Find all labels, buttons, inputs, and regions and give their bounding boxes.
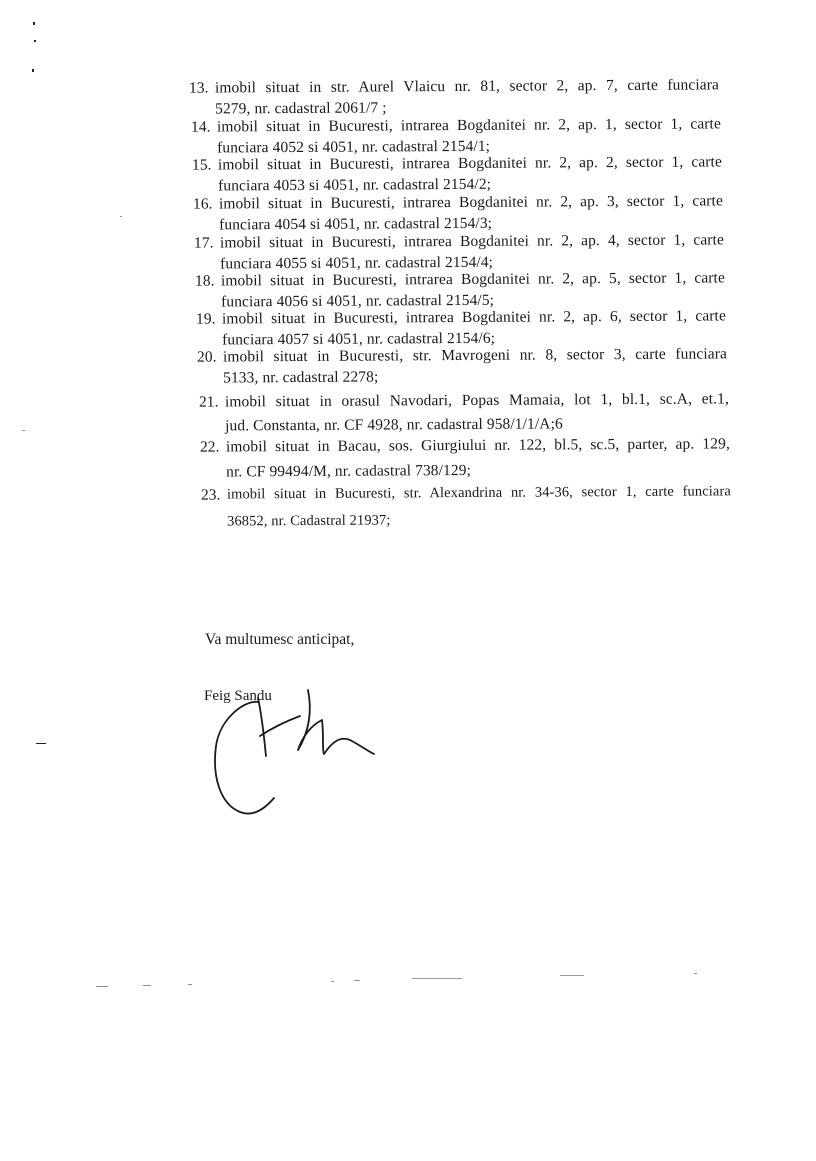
signature-scribble	[200, 680, 380, 820]
item-text-line-1: imobil situat in Bucuresti, intrarea Bogdanitei nr. 2, ap. 6, sector 1, carte	[221, 307, 726, 328]
item-text-line-2: 5279, nr. cadastral 2061/7 ;	[215, 99, 387, 118]
item-text-line-2: jud. Constanta, nr. CF 4928, nr. cadastral 958/1/1/A;6	[225, 415, 563, 435]
scan-speck	[32, 69, 34, 72]
list-item	[201, 478, 731, 535]
item-number: 16.	[192, 195, 213, 213]
item-text-line-1: imobil situat in Bucuresti, str. Mavrogeni nr. 8, sector 3, carte funciara	[222, 345, 727, 366]
item-number: 21.	[198, 393, 219, 411]
item-number: 17.	[193, 234, 214, 252]
item-text-line-1: imobil situat in Bucuresti, intrarea Bogdanitei nr. 2, ap. 3, sector 1, carte	[218, 192, 723, 213]
item-number: 23.	[200, 486, 221, 504]
item-number: 14.	[190, 118, 211, 136]
scan-speck	[188, 984, 192, 985]
closing-text: Va multumesc anticipat,	[205, 631, 355, 648]
list-item	[200, 431, 730, 484]
list-item	[193, 190, 723, 235]
item-number: 22.	[199, 438, 220, 456]
list-item	[192, 151, 722, 196]
scan-speck	[34, 40, 36, 42]
item-text-line-2: funciara 4052 si 4051, nr. cadastral 2154/1;	[217, 137, 491, 157]
list-item	[197, 343, 727, 388]
item-text-line-1: imobil situat in Bucuresti, intrarea Bogdanitei nr. 2, ap. 4, sector 1, carte	[219, 231, 724, 252]
item-text-line-2: 36852, nr. Cadastral 21937;	[227, 512, 391, 530]
item-text-line-2: funciara 4056 si 4051, nr. cadastral 2154/5;	[221, 291, 495, 311]
scan-speck	[694, 973, 697, 974]
scan-speck	[96, 986, 108, 987]
scan-speck	[120, 216, 122, 217]
item-text-line-2: funciara 4057 si 4051, nr. cadastral 2154/6;	[222, 329, 496, 349]
scan-speck	[143, 985, 151, 986]
item-number: 19.	[195, 310, 216, 328]
item-text-line-1: imobil situat in Bucuresti, intrarea Bogdanitei nr. 2, ap. 2, sector 1, carte	[217, 153, 722, 174]
item-number: 15.	[191, 156, 212, 174]
scan-speck	[22, 430, 25, 431]
item-text-line-1: imobil situat in Bucuresti, intrarea Bogdanitei nr. 2, ap. 5, sector 1, carte	[220, 269, 725, 290]
item-text-line-2: funciara 4053 si 4051, nr. cadastral 2154/2;	[218, 175, 492, 195]
scan-speck	[412, 978, 462, 979]
item-number: 20.	[196, 348, 217, 366]
scan-speck	[560, 975, 584, 976]
item-text-line-2: funciara 4054 si 4051, nr. cadastral 2154/3;	[219, 214, 493, 234]
scan-speck	[36, 743, 46, 744]
signer-name: Feig Sandu	[204, 688, 272, 704]
item-number: 13.	[188, 79, 209, 97]
scan-speck	[33, 22, 35, 25]
item-text-line-1: imobil situat in Bucuresti, str. Alexandrina nr. 34-36, sector 1, carte funciara	[226, 483, 731, 503]
scan-speck	[354, 980, 360, 981]
item-text-line-1: imobil situat in orasul Navodari, Popas Mamaia, lot 1, bl.1, sc.A, et.1,	[224, 390, 729, 411]
item-text-line-1: imobil situat in Bucuresti, intrarea Bogdanitei nr. 2, ap. 1, sector 1, carte	[216, 115, 721, 136]
list-item	[189, 74, 719, 119]
item-text-line-2: 5133, nr. cadastral 2278;	[223, 368, 379, 387]
item-text-line-1: imobil situat in Bacau, sos. Giurgiului nr. 122, bl.5, sc.5, parter, ap. 129,	[225, 435, 730, 456]
item-number: 18.	[194, 272, 215, 290]
item-text-line-2: nr. CF 99494/M, nr. cadastral 738/129;	[226, 461, 472, 481]
scan-speck	[331, 981, 334, 982]
item-text-line-2: funciara 4055 si 4051, nr. cadastral 2154/4;	[220, 253, 494, 273]
item-text-line-1: imobil situat in str. Aurel Vlaicu nr. 81, sector 2, ap. 7, carte funciara	[214, 76, 719, 97]
